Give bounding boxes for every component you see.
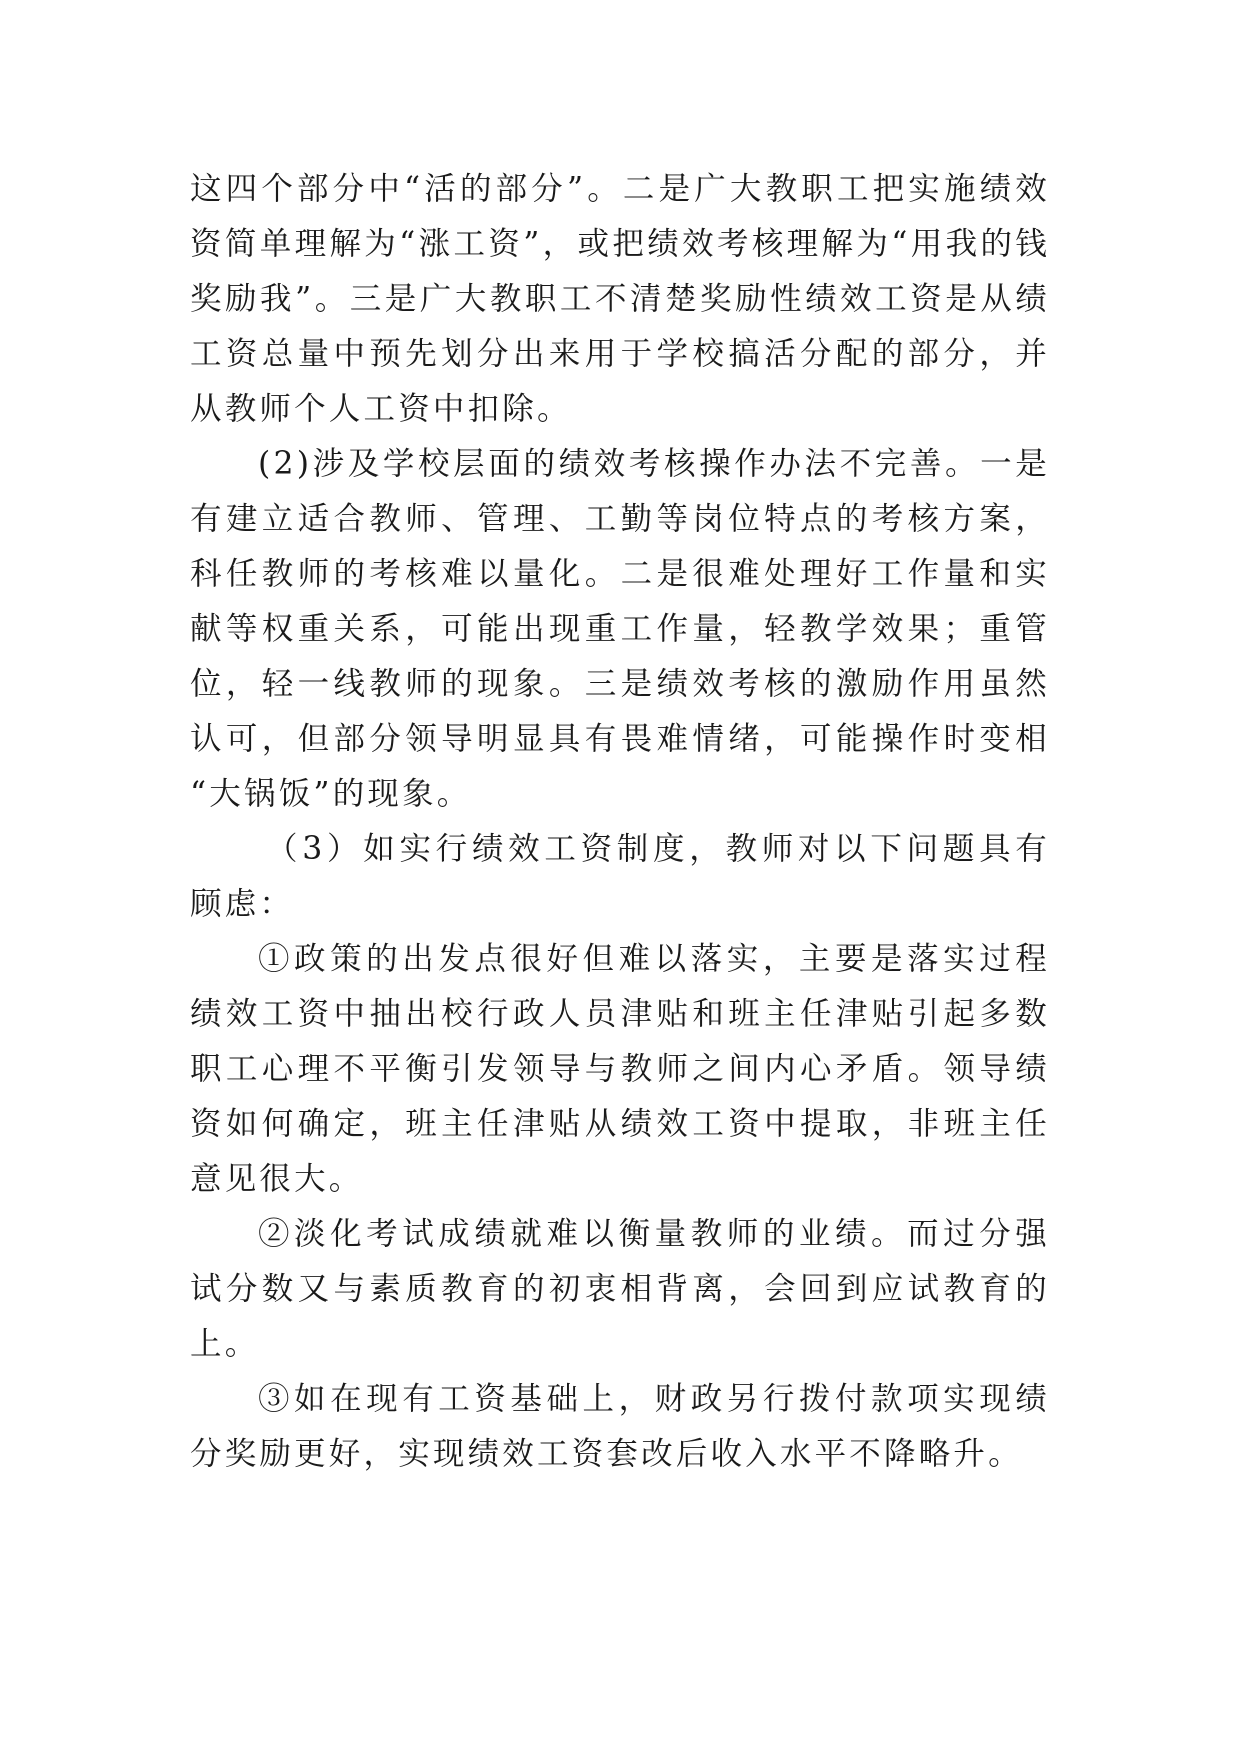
text-line: 试分数又与素质教育的初衷相背离，会回到应试教育的 <box>190 1271 1050 1307</box>
text-line: 职工心理不平衡引发领导与教师之间内心矛盾。领导绩 <box>190 1051 1050 1087</box>
text-line: 认可，但部分领导明显具有畏难情绪，可能操作时变相 <box>190 721 1050 757</box>
text-line: 位，轻一线教师的现象。三是绩效考核的激励作用虽然 <box>190 666 1050 702</box>
text-line: 从教师个人工资中扣除。 <box>190 391 572 427</box>
text-line: 顾虑： <box>190 886 295 922</box>
text-line: 绩效工资中抽出校行政人员津贴和班主任津贴引起多数 <box>190 996 1050 1032</box>
text-line: 献等权重关系，可能出现重工作量，轻教学效果；重管 <box>190 611 1050 647</box>
paragraph-4 <box>190 932 1050 1207</box>
document-body <box>190 162 1050 1482</box>
text-line: “大锅饭”的现象。 <box>190 776 472 812</box>
text-line: 工资总量中预先划分出来用于学校搞活分配的部分，并 <box>190 336 1050 372</box>
text-line: 科任教师的考核难以量化。二是很难处理好工作量和实 <box>190 556 1050 592</box>
paragraph-3 <box>190 822 1050 932</box>
text-line: ③如在现有工资基础上，财政另行拨付款项实现绩 <box>258 1381 1050 1417</box>
text-line: 资如何确定，班主任津贴从绩效工资中提取，非班主任 <box>190 1106 1050 1142</box>
text-line: （3）如实行绩效工资制度，教师对以下问题具有 <box>266 831 1050 867</box>
paragraph-5 <box>190 1207 1050 1372</box>
text-line: 奖励我”。三是广大教职工不清楚奖励性绩效工资是从绩 <box>190 281 1050 317</box>
text-line: 这四个部分中“活的部分”。二是广大教职工把实施绩效 <box>190 171 1050 207</box>
text-line: ②淡化考试成绩就难以衡量教师的业绩。而过分强 <box>258 1216 1050 1252</box>
paragraph-1 <box>190 162 1050 437</box>
paragraph-2 <box>190 437 1050 822</box>
text-line: (2)涉及学校层面的绩效考核操作办法不完善。一是 <box>258 446 1050 482</box>
text-line: 资简单理解为“涨工资”，或把绩效考核理解为“用我的钱 <box>190 226 1050 262</box>
text-line: ①政策的出发点很好但难以落实，主要是落实过程 <box>258 941 1050 977</box>
paragraph-6 <box>190 1372 1050 1482</box>
text-line: 有建立适合教师、管理、工勤等岗位特点的考核方案， <box>190 501 1050 537</box>
text-line: 上。 <box>190 1326 260 1362</box>
text-line: 分奖励更好，实现绩效工资套改后收入水平不降略升。 <box>190 1436 1023 1472</box>
text-line: 意见很大。 <box>190 1161 364 1197</box>
